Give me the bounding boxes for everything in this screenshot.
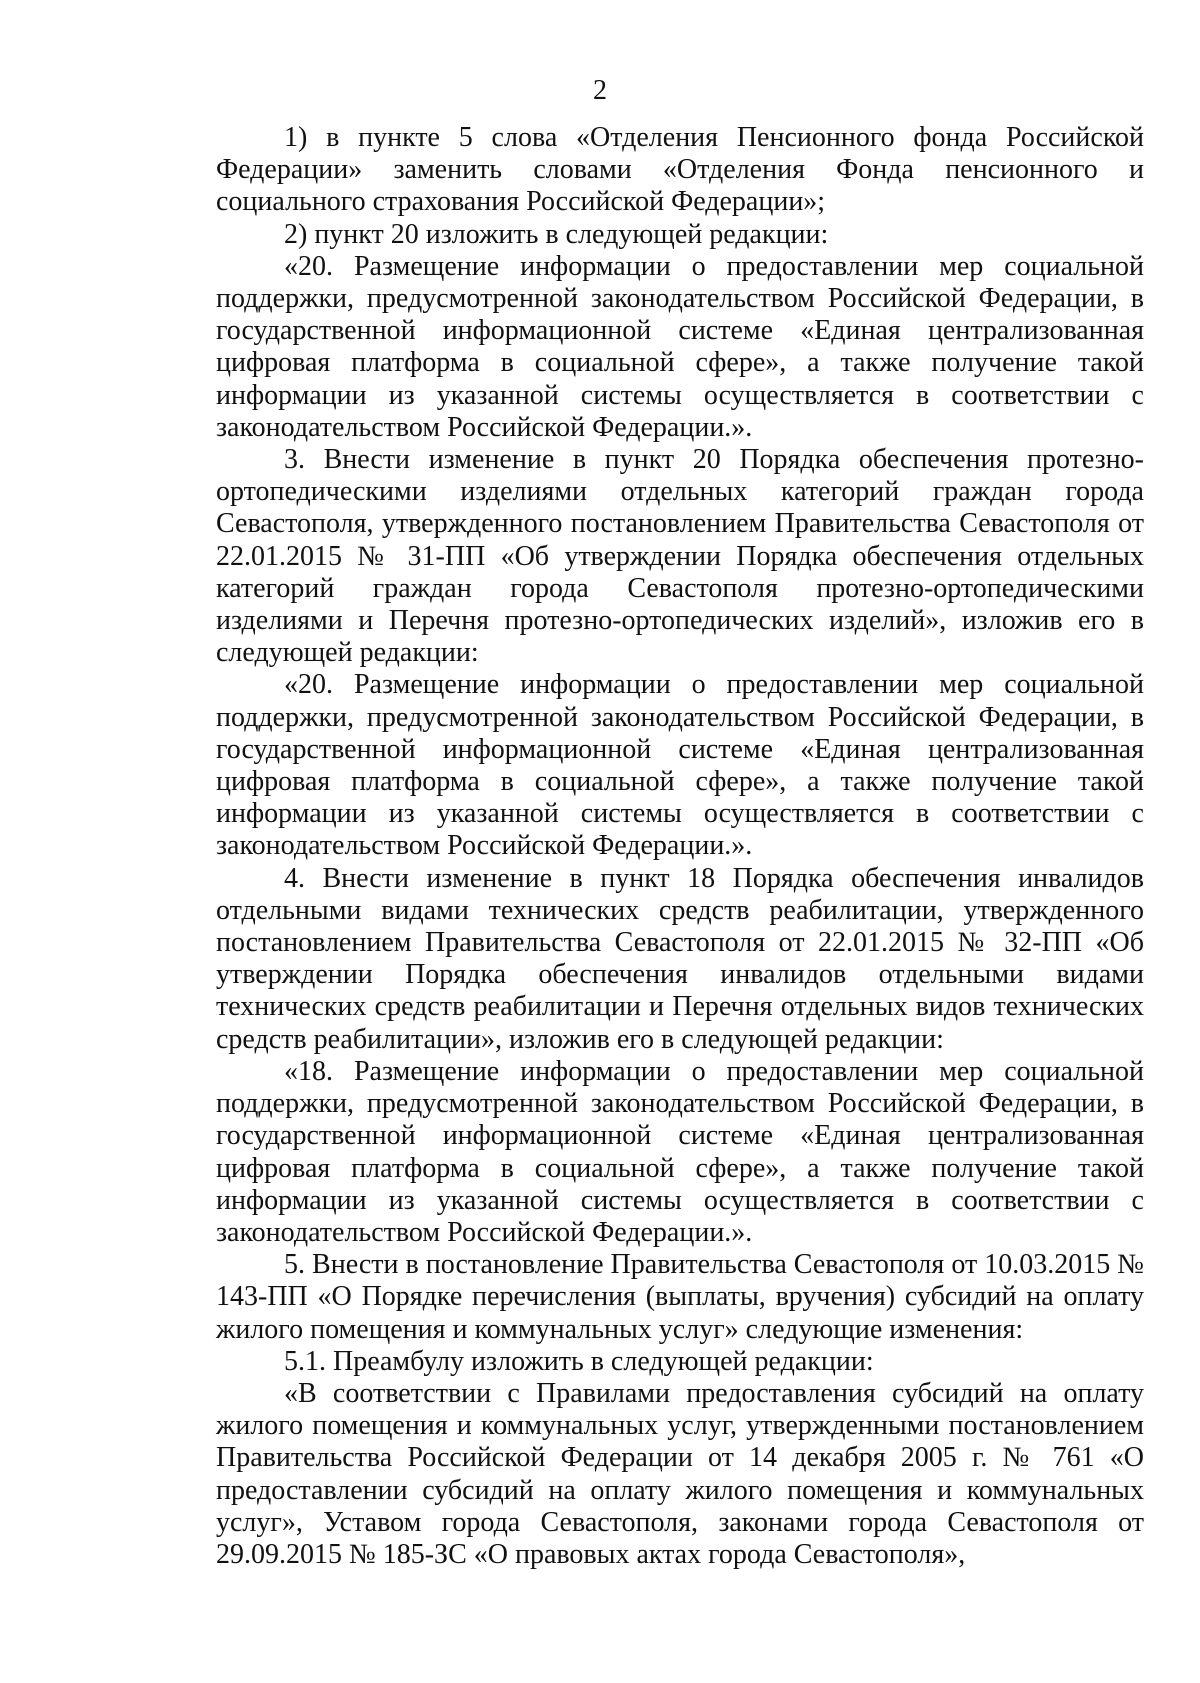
paragraph-4: 4. Внести изменение в пункт 18 Порядка обеспечения инвалидов отдельными видами технических средств реабилитации, утвержденного постановлением Правительства Севастополя от 22.01.2015 № 32-ПП «Об утверждении Порядка обеспечения инвалидов отдельными видами технических средств реабилитации и Перечня отдельных видов технических средств реабилитации», изложив его в следующей редакции: [216, 862, 1144, 1055]
paragraph-1-1: 1) в пункте 5 слова «Отделения Пенсионного фонда Российской Федерации» заменить словами «Отделения Фонда пенсионного и социального страхования Российской Федерации»; [216, 122, 1144, 218]
paragraph-1-2: 2) пункт 20 изложить в следующей редакции: [284, 218, 829, 250]
paragraph-5-1: 5.1. Преамбулу изложить в следующей редакции: [284, 1345, 874, 1377]
paragraph-5: 5. Внести в постановление Правительства Севастополя от 10.03.2015 № 143-ПП «О Порядке перечисления (выплаты, вручения) субсидий на оплату жилого помещения и коммунальных услуг» следующие изменения: [216, 1249, 1144, 1345]
document-body [216, 122, 1144, 1571]
quoted-point-20-first: «20. Размещение информации о предоставлении мер социальной поддержки, предусмотренной законодательством Российской Федерации, в государственной информационной системе «Единая централизованная цифровая платформа в социальной сфере», а также получение такой информации из указанной системы осуществляется в соответствии с законодательством Российской Федерации.». [216, 250, 1144, 443]
quoted-point-20-second: «20. Размещение информации о предоставлении мер социальной поддержки, предусмотренной законодательством Российской Федерации, в государственной информационной системе «Единая централизованная цифровая платформа в социальной сфере», а также получение такой информации из указанной системы осуществляется в соответствии с законодательством Российской Федерации.». [216, 669, 1144, 862]
quoted-point-18: «18. Размещение информации о предоставлении мер социальной поддержки, предусмотренной законодательством Российской Федерации, в государственной информационной системе «Единая централизованная цифровая платформа в социальной сфере», а также получение такой информации из указанной системы осуществляется в соответствии с законодательством Российской Федерации.». [216, 1055, 1144, 1248]
paragraph-3: 3. Внести изменение в пункт 20 Порядка обеспечения протезно-ортопедическими изделиями отдельных категорий граждан города Севастополя, утвержденного постановлением Правительства Севастополя от 22.01.2015 № 31-ПП «Об утверждении Порядка обеспечения отдельных категорий граждан города Севастополя протезно-ортопедическими изделиями и Перечня протезно-ортопедических изделий», изложив его в следующей редакции: [216, 444, 1144, 669]
page-number: 2 [593, 75, 607, 106]
quoted-preamble: «В соответствии с Правилами предоставления субсидий на оплату жилого помещения и коммунальных услуг, утвержденными постановлением Правительства Российской Федерации от 14 декабря 2005 г. № 761 «О предоставлении субсидий на оплату жилого помещения и коммунальных услуг», Уставом города Севастополя, законами города Севастополя от 29.09.2015 № 185-ЗС «О правовых актах города Севастополя», [216, 1377, 1144, 1570]
